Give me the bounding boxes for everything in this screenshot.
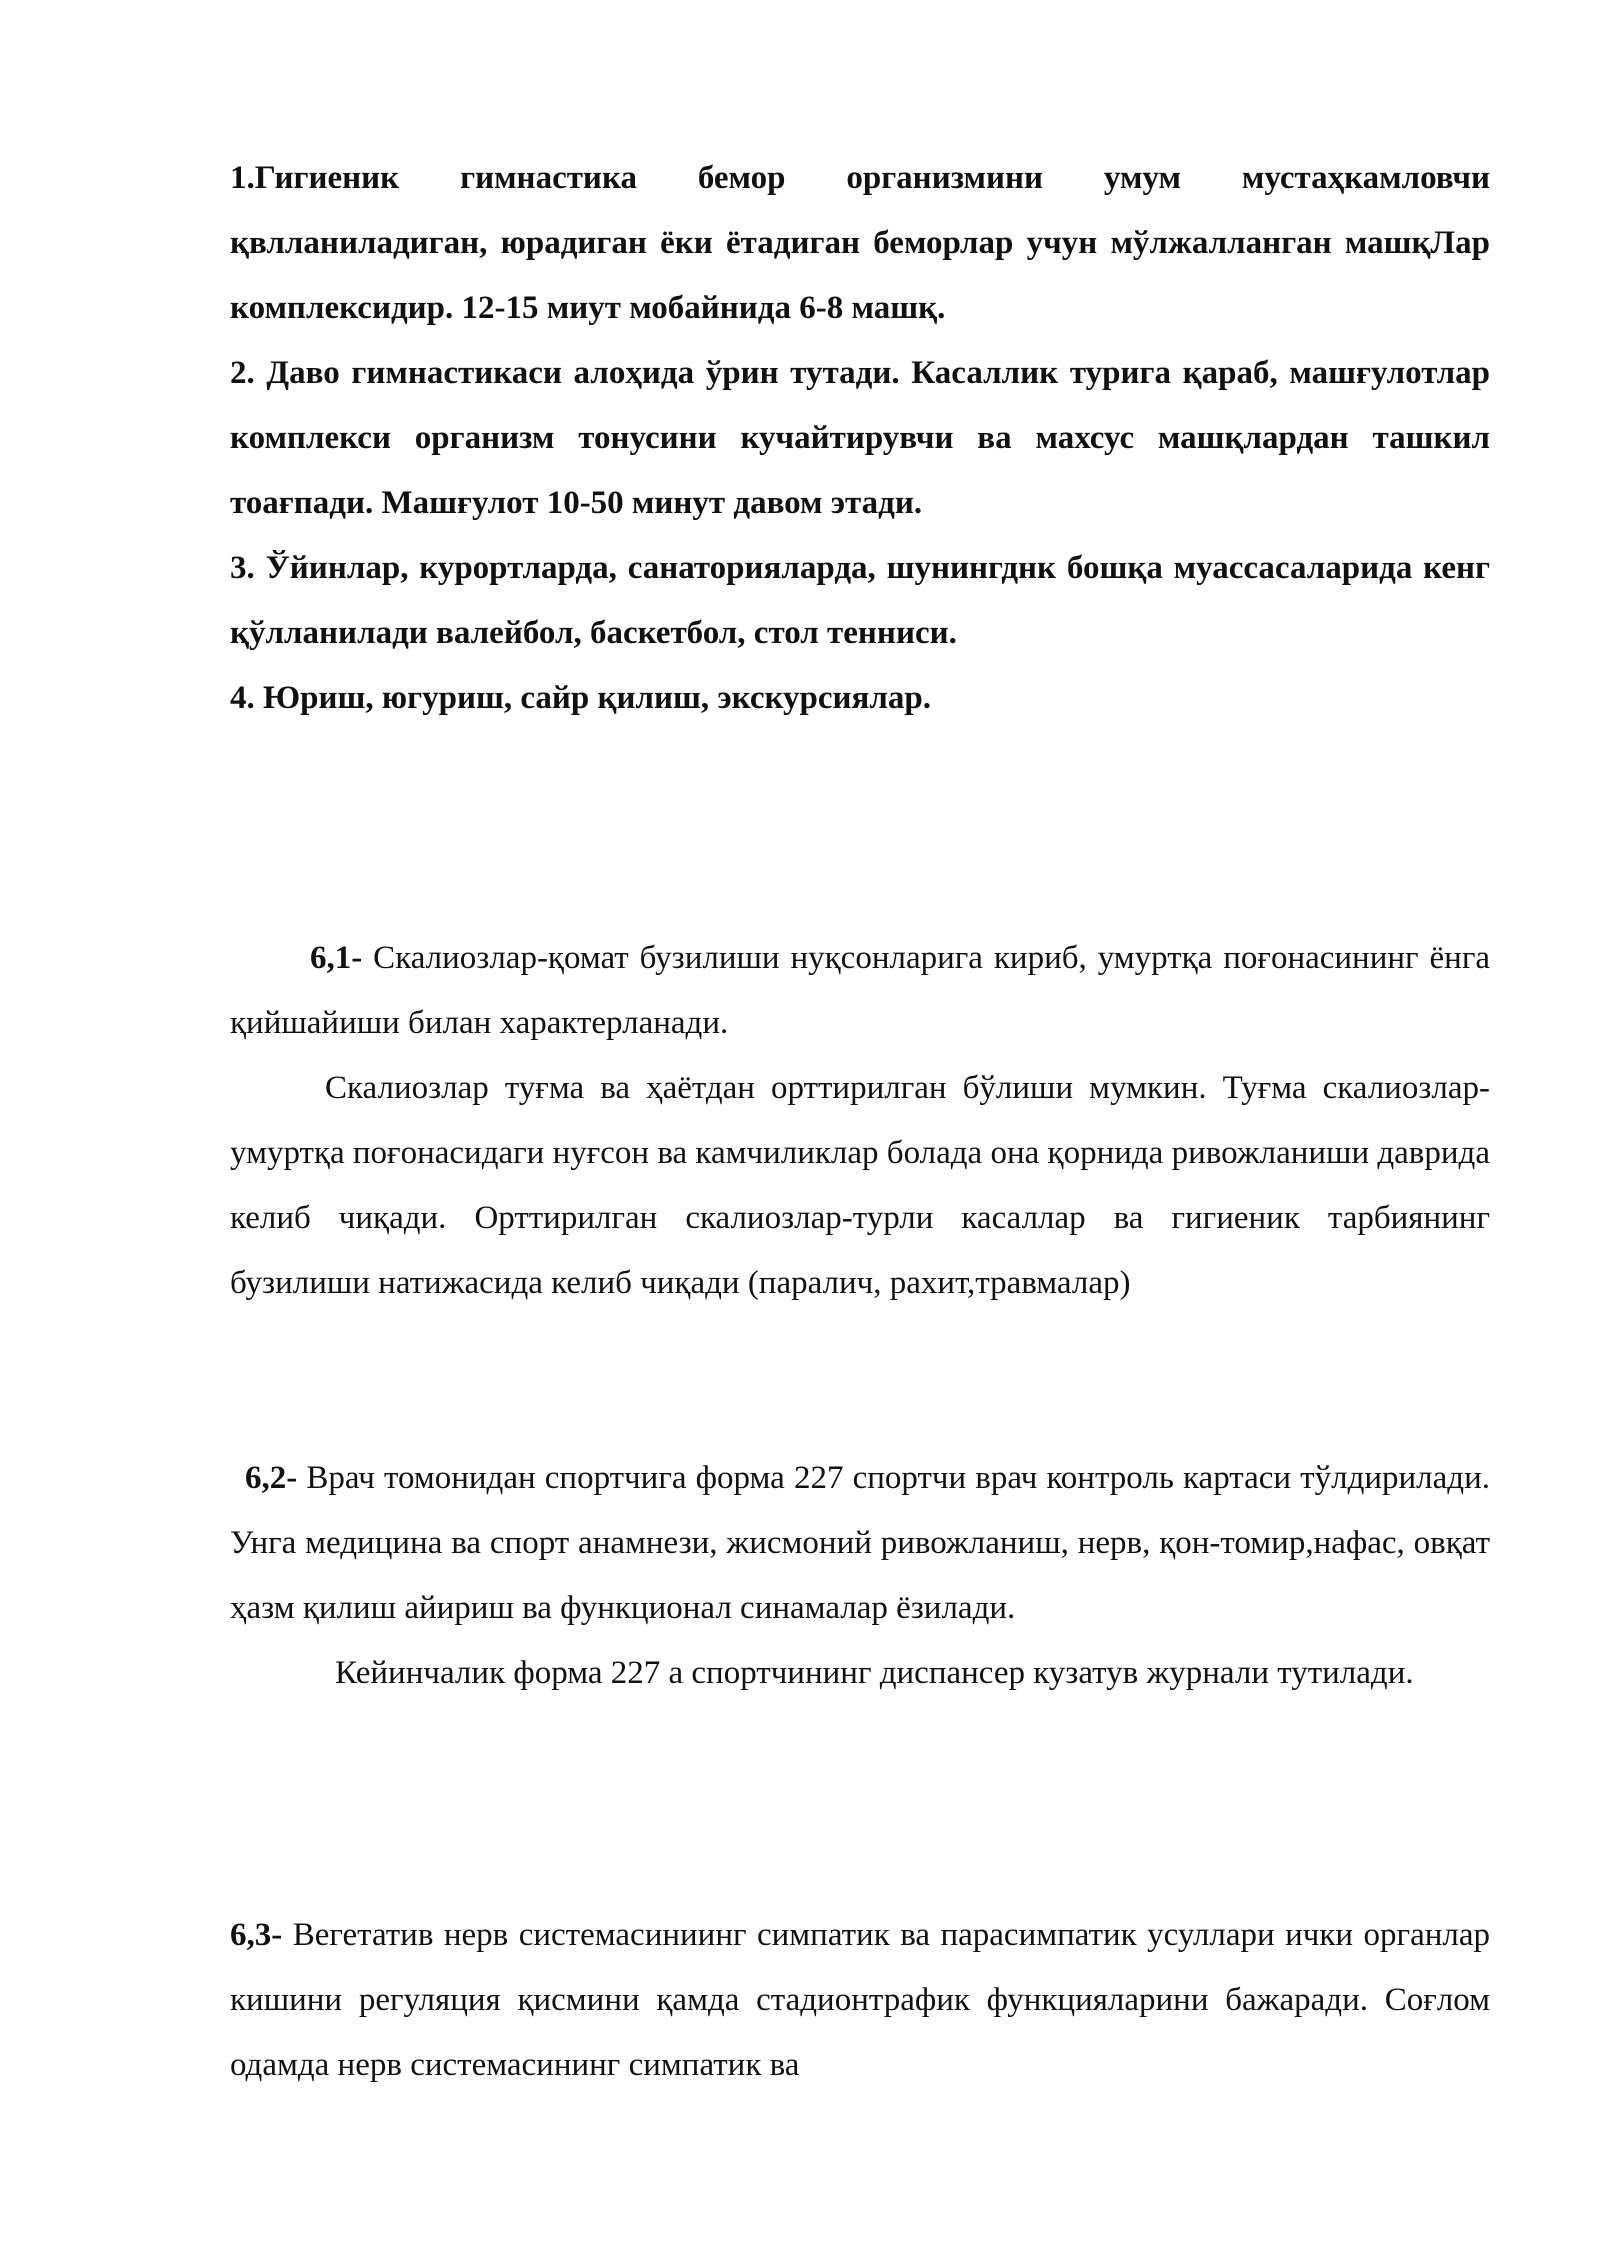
list-item-1: 1.Гигиеник гимнастика бемор организмини умум мустаҳкамловчи қвлланиладиган, юрадиган ёки ётадиган беморлар учун мўлжалланган машқЛар комплексидир. 12-15 миут мобайнида 6-8 машқ. (230, 160, 1490, 326)
section-6-1-paragraph-2: Скалиозлар туғма ва ҳаётдан орттирилган бўлиши мумкин. Туғма скалиозлар-умуртқа поғонасидаги нуғсон ва камчиликлар болада она қорнида ривожланиши даврида келиб чиқади. Орттирилган скалиозлар-турли касаллар ва гигиеник тарбиянинг бузилиши натижасида келиб чиқади (паралич, рахит,травмалар) (230, 1070, 1490, 1301)
section-6-3-paragraph (230, 1903, 1490, 2098)
section-6-2-paragraph-2: Кейинчалик форма 227 а спортчининг диспансер кузатув журнали тутилади. (335, 1655, 1414, 1691)
section-6-3-label: 6,3- (230, 1917, 283, 1953)
list-item-4: 4. Юриш, югуриш, сайр қилиш, экскурсиялар. (230, 680, 932, 716)
section-6-2 (230, 1446, 1490, 1706)
section-6-1-text: Скалиозлар-қомат бузилиши нуқсонларига кириб, умуртқа поғонасининг ёнга қийшайиши билан характерланади. (230, 940, 1490, 1041)
section-6-3-text: Вегетатив нерв системасиниинг симпатик ва парасимпатик усуллари ички органлар кишини регуляция қисмини қамда стадионтрафик функцияларини бажаради. Соғлом одамда нерв системасининг симпатик ва (230, 1917, 1490, 2083)
list-item-2: 2. Даво гимнастикаси алоҳида ўрин тутади. Касаллик турига қараб, машғулотлар комплекси организм тонусини кучайтирувчи ва махсус машқлардан ташкил тоағпади. Машғулот 10-50 минут давом этади. (230, 355, 1490, 521)
section-6-2-text: Врач томонидан спортчига форма 227 спортчи врач контроль картаси тўлдирилади. Унга медицина ва спорт анамнези, жисмоний ривожланиш, нерв, қон-томир,нафас, овқат ҳазм қилиш айириш ва функционал синамалар ёзилади. (230, 1460, 1490, 1626)
section-6-2-label: 6,2- (245, 1460, 298, 1496)
section-6-3 (230, 1903, 1490, 2098)
section-6-2-paragraph (230, 1446, 1490, 1641)
numbered-list (230, 146, 1490, 731)
section-6-1 (230, 926, 1490, 1316)
section-6-1-label: 6,1- (310, 940, 363, 976)
section-6-1-paragraph (230, 926, 1490, 1056)
list-item-3: 3. Ўйинлар, курортларда, санаторияларда, шунингднк бошқа муассасаларида кенг қўлланилади валейбол, баскетбол, стол тенниси. (230, 550, 1490, 651)
